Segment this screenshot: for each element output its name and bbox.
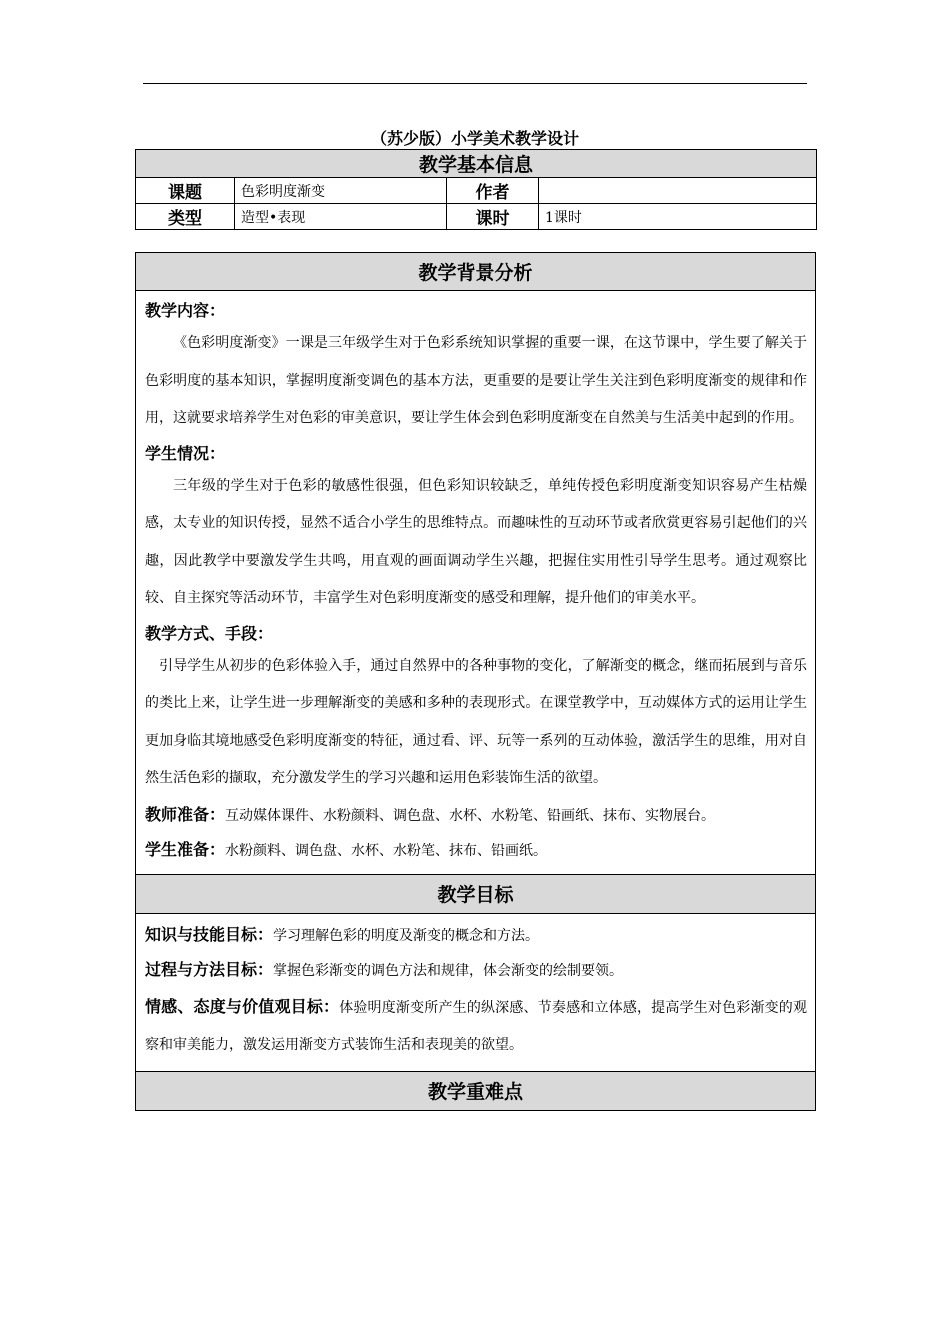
knowledge-goal-label: 知识与技能目标：	[145, 924, 274, 944]
basic-info-table	[135, 149, 817, 230]
student-prep-text: 水粉颜料、调色盘、水杯、水粉笔、抹布、铅画纸。	[225, 842, 548, 859]
author-label: 作者	[447, 178, 539, 204]
topic-value: 色彩明度渐变	[235, 178, 447, 204]
process-goal-label: 过程与方法目标：	[145, 959, 274, 979]
hours-value: 1课时	[539, 204, 817, 230]
process-goal	[145, 953, 807, 988]
type-label: 类型	[136, 204, 235, 230]
goals-header: 教学目标	[136, 874, 816, 913]
student-prep-label: 学生准备：	[145, 839, 226, 859]
methods-label: 教学方式、手段：	[145, 623, 274, 643]
students-label: 学生情况：	[145, 443, 226, 463]
content-label: 教学内容：	[145, 301, 226, 320]
document-title: （苏少版）小学美术教学设计	[370, 129, 579, 148]
key-points-header: 教学重难点	[136, 1071, 816, 1110]
basic-info-header: 教学基本信息	[136, 150, 817, 178]
emotion-goal-text: 体验明度渐变所产生的纵深感、节奏感和立体感，提高学生对色彩渐变的观察和审美能力，激发运用渐变方式装饰生活和表现美的欲望。	[145, 999, 807, 1053]
emotion-goal	[145, 988, 807, 1065]
goals-body	[136, 913, 816, 1071]
topic-label: 课题	[136, 178, 235, 204]
teacher-prep	[145, 798, 807, 833]
knowledge-goal	[145, 918, 807, 953]
type-value: 造型•表现	[235, 204, 447, 230]
methods-text: 引导学生从初步的色彩体验入手，通过自然界中的各种事物的变化，了解渐变的概念，继而拓展到与音乐的类比上来，让学生进一步理解渐变的美感和多种的表现形式。在课堂教学中，互动媒体方式的运用让学生更加身临其境地感受色彩明度渐变的特征，通过看、评、玩等一系列的互动体验，激活学生的思维，用对自然生活色彩的撷取，充分激发学生的学习兴趣和运用色彩装饰生活的欲望。	[145, 657, 807, 786]
content-text: 《色彩明度渐变》一课是三年级学生对于色彩系统知识掌握的重要一课，在这节课中，学生要了解关于色彩明度的基本知识，掌握明度渐变调色的基本方法，更重要的是要让学生关注到色彩明度渐变的规律和作用，这就要求培养学生对色彩的审美意识，要让学生体会到色彩明度渐变在自然美与生活美中起到的作用。	[145, 335, 807, 426]
header-rule	[143, 83, 807, 84]
background-header: 教学背景分析	[136, 253, 816, 291]
students-text: 三年级的学生对于色彩的敏感性很强，但色彩知识较缺乏，单纯传授色彩明度渐变知识容易产生枯燥感，太专业的知识传授，显然不适合小学生的思维特点。而趣味性的互动环节或者欣赏更容易引起他们的兴趣，因此教学中要激发学生共鸣，用直观的画面调动学生兴趣，把握住实用性引导学生思考。通过观察比较、自主探究等活动环节，丰富学生对色彩明度渐变的感受和理解，提升他们的审美水平。	[145, 477, 807, 606]
author-value	[539, 178, 817, 204]
student-prep	[145, 833, 807, 868]
lesson-design-table	[135, 252, 816, 1111]
process-goal-text: 掌握色彩渐变的调色方法和规律，体会渐变的绘制要领。	[273, 962, 624, 979]
knowledge-goal-text: 学习理解色彩的明度及渐变的概念和方法。	[273, 927, 540, 944]
teacher-prep-label: 教师准备：	[145, 804, 226, 824]
background-body	[136, 291, 816, 875]
emotion-goal-label: 情感、态度与价值观目标：	[145, 996, 340, 1016]
hours-label: 课时	[447, 204, 539, 230]
teacher-prep-text: 互动媒体课件、水粉颜料、调色盘、水杯、水粉笔、铅画纸、抹布、实物展台。	[225, 807, 716, 824]
